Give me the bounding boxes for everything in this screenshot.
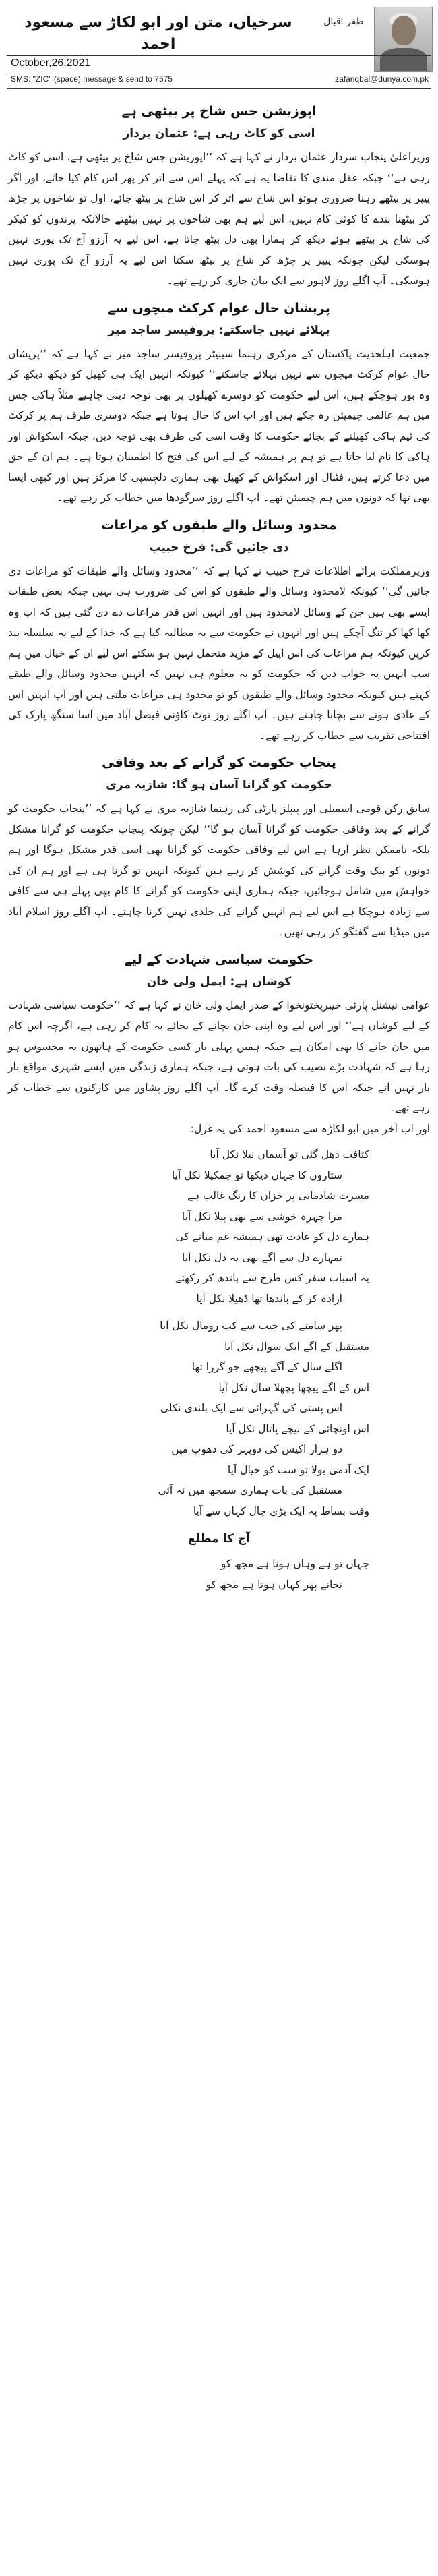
ghazal	[109, 1144, 369, 1521]
poem-intro: اور اب آخر میں ابو لکاڑہ سے مسعود احمد کی یہ غزل:	[190, 1122, 430, 1135]
sms-instructions: SMS: "ZIC" (space) message & send to 7575	[11, 74, 173, 84]
author-name: ظفر اقبال	[323, 16, 364, 27]
verse-line: ارادہ کر کے باندھا تھا ڈھیلا نکل آیا	[196, 1292, 342, 1305]
verse-line: مرا چہرہ خوشی سے بھی پیلا نکل آیا	[181, 1210, 342, 1223]
date-bar	[7, 55, 431, 71]
section-subtitle: حکومت کو گرانا آسان ہو گا: شازیہ مری	[106, 778, 332, 792]
section-paragraph: جمعیت اہلحدیث پاکستان کے مرکزی رہنما سینیٹر پروفیسر ساجد میر نے کہا ہے کہ ’’پریشان حال عوام کرکٹ میچوں سے نہیں بہلائے جاسکتے‘‘ کیونکہ انہیں ایک ہی کھیل کو دیکھ دیکھ کر وہ بور ہوچکے ہیں، اس لیے حکومت کو دوسرے کھیلوں پر بھی توجہ دینی چاہیے مثلاً ہاکی جس میں ہم عالمی چیمپئن رہ چکے ہیں اور اب اس کا حال ہوتا ہے جبکہ دوسری طرف ہم پر کرکٹ کی ٹیم ہاکی کھیلنے کے بجائے حکومت کا وقت اسی کی طرف بھی توجہ دیں، جبکہ اسکواش اور ہاکی کا نام لیا جاتا ہے تو ہم پر ہمیشہ کے لیے اس کی فتح کا اطمینان ہوتا ہے۔ ہم ان کے حق میں دعا کرتے ہیں، فٹبال اور اسکواش کے کھیل بھی ہماری دلچسپی کا مرکز ہیں اور کبھی ایسا بھی تھا کہ دونوں میں ہم چیمپئن تھے۔ آپ اگلے روز سرگودھا میں خطاب کر رہے تھے۔	[8, 347, 430, 504]
verse-line: تمہارے دل سے آگے بھی یہ دل نکل آیا	[182, 1251, 342, 1264]
verse-line: ہمارے دل کو عادت تھی ہمیشہ غم منانے کی	[175, 1231, 369, 1243]
verse-line: جہاں تو ہے وہاں ہونا ہے مجھ کو	[220, 1558, 369, 1570]
verse-line: پھر سامنے کی جیب سے کب رومال نکل آیا	[160, 1320, 342, 1332]
verse-line: کثافت دھل گئی تو آسماں نیلا نکل آیا	[210, 1148, 369, 1161]
verse-line: اس اونچائی کے نیچے پاتال نکل آیا	[226, 1422, 369, 1435]
matla-title: آج کا مطلع	[188, 1532, 250, 1546]
verse-line: مسرت شادمانی پر خزاں کا رنگ غالب ہے	[187, 1190, 369, 1202]
verse-line: ستاروں کا جہاں دیکھا تو چمکیلا نکل آیا	[171, 1169, 342, 1181]
verse-line: مستقبل کی بات ہماری سمجھ میں نہ آئی	[158, 1484, 342, 1496]
matla-verse	[109, 1554, 369, 1595]
verse-line: ایک آدمی بولا تو سب کو خیال آیا	[227, 1463, 369, 1476]
section-title: پریشان حال عوام کرکٹ میچوں سے	[108, 300, 330, 316]
section-title: اپوزیشن جس شاخ پر بیٹھی ہے	[121, 104, 317, 119]
verse-line: نجانے پھر کہاں ہونا ہے مجھ کو	[206, 1578, 342, 1591]
section-title: حکومت سیاسی شہادت کے لیے	[124, 952, 314, 967]
section-3	[8, 515, 430, 747]
verse-line: اس پستی کی گہرائی سے ایک بلندی نکلی	[160, 1402, 342, 1414]
publish-date: October,26,2021	[11, 57, 91, 69]
column-header	[7, 0, 431, 101]
author-email[interactable]: zafariqbal@dunya.com.pk	[335, 74, 429, 84]
section-1	[8, 101, 430, 291]
section-paragraph: وزیراعلیٰ پنجاب سردار عثمان بزدار نے کہا ہے کہ ’’اپوزیشن جس شاخ پر بیٹھی ہے، اسی کو کاٹ رہی ہے‘‘ جبکہ عقل مندی کا تقاضا یہ ہے کہ پہلے اس سے اتر کر پھر اس کام کیا جائے، اور اگر پیپر پر بیٹھے رہنا ضروری ہوتو اس شاخ سے اتر کر اس شاخ پر بیٹھ جائے، اول تو شاخوں پر چڑھ کر بیٹھنا بندے کا کوئی کام نہیں، اس لیے ہم بھی شاخوں پر نہیں بیٹھتے حالانکہ پرندوں کو کیکر کی شاخ پر بیٹھے ہوئے دیکھ کر ہمارا بھی دل بیٹھ جاتا ہے، اس لیے یہ آرزو آج تک پوری نہیں ہوسکی لیکن چونکہ پیپر پر چڑھ کر شاخ پر بیٹھ سکتا اس لیے یہ آرزو آج تک پوری نہیں ہوسکی۔ آپ اگلے روز لاہور سے ایک بیان جاری کر رہے تھے۔	[8, 151, 430, 287]
verse-line: دو ہزار اکیس کی دوپہر کی دھوپ میں	[171, 1443, 342, 1455]
section-subtitle: بہلائے نہیں جاسکتے: پروفیسر ساجد میر	[108, 323, 330, 337]
verse-line: وقت بساط پہ ایک بڑی چال کہاں سے آیا	[193, 1504, 369, 1517]
section-paragraph: عوامی نیشنل پارٹی خیبرپختونخوا کے صدر ایمل ولی خان نے کہا ہے کہ ’’حکومت سیاسی شہادت کے لیے کوشاں ہے‘‘ اور اس لیے وہ اپنی جان بچانے کے بجائے یہ کام کر رہی ہے، اگرچہ اس کام میں جان جانے کا بھی امکان ہے جبکہ ہمیں پہلی بار کسی حکومت کے ہاتھوں یہ محسوس ہو رہا ہے کہ شہادت بڑے نصیب کی بات ہوتی ہے، جبکہ ہماری زندگی میں ایسے شہری مواقع بار بار نہیں آتے جبکہ اس کا فیصلہ وقت کرے گا۔ آپ اگلے روز پشاور میں کارکنوں سے خطاب کر رہے تھے۔	[8, 999, 430, 1114]
header-divider	[7, 88, 431, 89]
verse-line: یہ اسباب سفر کس طرح سے باندھ کر رکھتے	[175, 1272, 369, 1284]
verse-line: مستقبل کے آگے ایک سوال نکل آیا	[224, 1340, 369, 1353]
section-5	[8, 949, 430, 1119]
section-title: پنجاب حکومت کو گرانے کے بعد وفاقی	[102, 755, 336, 770]
contact-bar	[7, 74, 431, 86]
stanza-gap	[109, 1309, 369, 1316]
column-title: سرخیاں، متن اور ابو لکاڑ سے مسعود احمد	[24, 14, 292, 53]
section-paragraph: وزیرمملکت برائے اطلاعات فرخ حبیب نے کہا ہے کہ ’’محدود وسائل والے طبقات کو مراعات دی جائیں گی‘‘ کیونکہ لامحدود وسائل والے طبقوں کو اس کی ضرورت ہی نہیں جبکہ بعض طبقات ایسے بھی ہیں جن کے وسائل لامحدود ہیں اور انہیں اس قدر مراعات دے دی گئی ہیں کہ اب وہ کھا کھا کر تنگ آچکے ہیں اور انہوں نے حکومت سے یہ مطالبہ کیا ہے کہ خدا کے لیے یہ سلسلہ بند کریں کیونکہ ہم مراعات کی اس اپیل کے مزید متحمل نہیں ہو سکتے اس لیے ان کے خیال میں ہم سب انہیں یہ جواب دیں کہ حکومت کو یہ معلوم ہی نہیں کہ انہیں محدود وسائل والے طبقے کہتے ہیں کیونکہ محدود وسائل والے طبقوں کو تو محدود ہی مراعات ملتی ہیں اور آپ انہیں اس کے عادی ہونے سے بچانا چاہتے ہیں۔ آپ اگلے روز نوٹ کاؤنی فیصل آباد میں آسا سنگھ پارک کی افتتاحی تقریب سے خطاب کر رہے تھے۔	[8, 564, 430, 742]
verse-line: اس کے آگے پیچھا پچھلا سال نکل آیا	[218, 1381, 369, 1394]
title-row	[7, 7, 431, 54]
section-2	[8, 298, 430, 508]
section-paragraph: سابق رکن قومی اسمبلی اور پیپلز پارٹی کی رہنما شازیہ مری نے کہا ہے کہ ’’پنجاب حکومت کو گرانے کے بعد وفاقی حکومت کو گرانا آسان ہو گا‘‘ لیکن چونکہ پنجاب حکومت کو گرانا مشکل بلکہ ناممکن نظر آرہا ہے اس لیے وفاقی حکومت کو گرانا بھی اسی قدر مشکل ہوگا اور ہم دونوں کو بیک وقت گرانے کی کوشش کر رہے ہیں کیونکہ انہیں تو گرنا ہی ہے اور ہم ان کی خواہش میں شامل ہوجائیں، جبکہ ہماری اپنی حکومت کو گرانے کا کام بھی پہلے ہی سے کافی سے زیادہ ہوچکا ہے اس لیے ہم انہیں گرانے کی جلدی نہیں کرنا چاہتے۔ آپ اگلے روز اسلام آباد میں میڈیا سے گفتگو کر رہی تھیں۔	[8, 802, 430, 938]
section-subtitle: کوشاں ہے: ایمل ولی خان	[146, 974, 292, 989]
section-subtitle: اسی کو کاٹ رہی ہے: عثمان بزدار	[123, 127, 315, 140]
article-body	[8, 94, 430, 1600]
section-subtitle: دی جائیں گی: فرخ حبیب	[149, 540, 289, 554]
section-4	[8, 753, 430, 943]
section-title: محدود وسائل والے طبقوں کو مراعات	[101, 517, 337, 533]
verse-line: اگلے سال کے آگے پیچھے جو گزرا تھا	[191, 1361, 342, 1373]
